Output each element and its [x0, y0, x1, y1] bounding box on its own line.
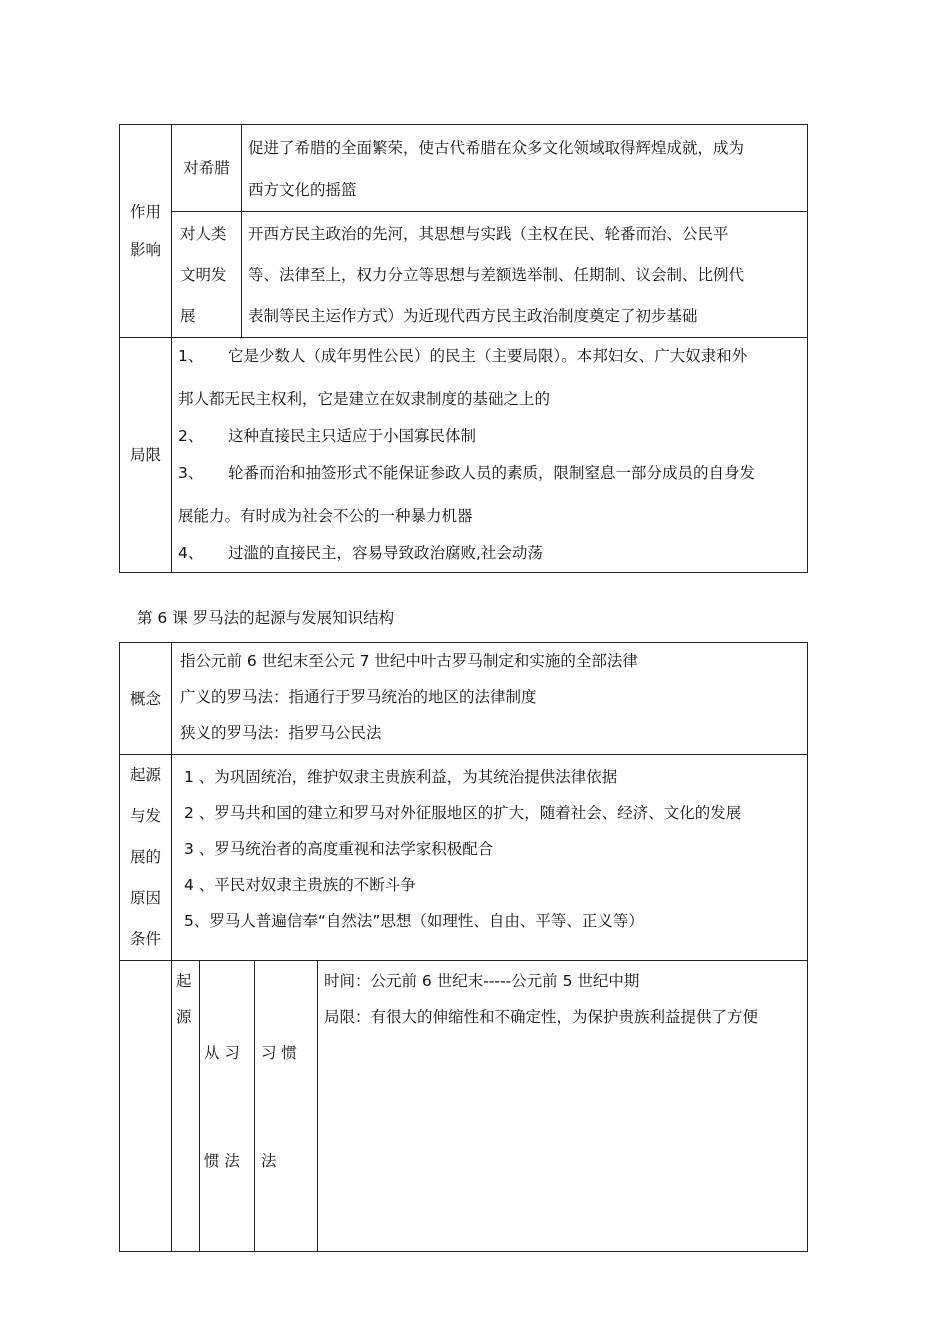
- qiyuan-2: 源: [176, 1008, 192, 1026]
- limit-text: [172, 338, 808, 573]
- origin-label-1: 起源: [129, 766, 161, 784]
- role-label: [120, 125, 172, 338]
- origin-label-2: 与发: [129, 807, 161, 825]
- origin-text: [172, 755, 808, 961]
- from-custom-2: 惯 法: [204, 1152, 240, 1170]
- origin-1: 1 、为巩固统治，维护奴隶主贵族利益，为其统治提供法律依据: [184, 768, 618, 786]
- civ-label-line3: 展: [180, 307, 196, 325]
- civ-label: [172, 212, 242, 338]
- qiyuan-label: [172, 961, 200, 1252]
- concept-3: 狭义的罗马法：指罗马公民法: [180, 724, 382, 742]
- origin-3: 3 、罗马统治者的高度重视和法学家积极配合: [184, 840, 494, 858]
- greece-label: 对希腊: [172, 125, 242, 212]
- athens-democracy-table: [119, 124, 808, 573]
- civ-label-line1: 对人类: [180, 225, 227, 243]
- role-label-line2: 影响: [129, 241, 161, 259]
- concept-1: 指公元前 6 世纪末至公元 7 世纪中叶古罗马制定和实施的全部法律: [180, 652, 638, 670]
- roman-law-table: [119, 642, 808, 1252]
- limit-1b: 邦人都无民主权利，它是建立在奴隶制度的基础之上的: [178, 390, 551, 408]
- civ-text-line1: 开西方民主政治的先河，其思想与实践（主权在民、轮番而治、公民平: [248, 225, 729, 243]
- origin-label: [120, 755, 172, 961]
- limit-3b: 展能力。有时成为社会不公的一种暴力机器: [178, 507, 473, 525]
- lesson-caption: 第 6 课 罗马法的起源与发展知识结构: [137, 609, 395, 627]
- role-label-line1: 作用: [129, 203, 161, 221]
- origin-5: 5、罗马人普遍信奉“自然法”思想（如理性、自由、平等、正义等）: [184, 912, 644, 930]
- greece-text-line2: 西方文化的摇篮: [248, 181, 357, 199]
- custom-law-2: 法: [261, 1152, 277, 1170]
- limit-label: 局限: [120, 338, 172, 573]
- greece-text-line1: 促进了希腊的全面繁荣，使古代希腊在众多文化领域取得辉煌成就，成为: [248, 139, 745, 157]
- limit-3a: 3、 轮番而治和抽签形式不能保证参政人员的素质，限制窒息一部分成员的自身发: [178, 464, 755, 482]
- limit-4: 4、 过滥的直接民主，容易导致政治腐败,社会动荡: [178, 544, 543, 562]
- concept-label: 概念: [120, 643, 172, 755]
- concept-text: [172, 643, 808, 755]
- origin-label-5: 条件: [129, 930, 161, 948]
- limit-1a: 1、 它是少数人（成年男性公民）的民主（主要局限）。本邦妇女、广大奴隶和外: [178, 347, 748, 365]
- limit-2: 2、 这种直接民主只适应于小国寡民体制: [178, 427, 476, 445]
- limitation-text: 局限：有很大的伸缩性和不确定性，为保护贵族利益提供了方便: [324, 1008, 759, 1026]
- civ-text-line2: 等、法律至上，权力分立等思想与差额选举制、任期制、议会制、比例代: [248, 266, 745, 284]
- greece-text: [242, 125, 808, 212]
- custom-law-text: [318, 961, 808, 1252]
- qiyuan-1: 起: [176, 972, 192, 990]
- custom-law-1: 习 惯: [261, 1044, 297, 1062]
- from-custom-label: [200, 961, 255, 1252]
- from-custom-1: 从 习: [204, 1044, 240, 1062]
- civ-text: [242, 212, 808, 338]
- origin-label-4: 原因: [129, 889, 161, 907]
- origin-2: 2 、罗马共和国的建立和罗马对外征服地区的扩大，随着社会、经济、文化的发展: [184, 804, 742, 822]
- civ-text-line3: 表制等民主运作方式）为近现代西方民主政治制度奠定了初步基础: [248, 307, 698, 325]
- concept-2: 广义的罗马法：指通行于罗马统治的地区的法律制度: [180, 688, 537, 706]
- civ-label-line2: 文明发: [180, 266, 227, 284]
- custom-law-label: [255, 961, 318, 1252]
- origin-4: 4 、平民对奴隶主贵族的不断斗争: [184, 876, 416, 894]
- origin-label-3: 展的: [129, 848, 161, 866]
- time-text: 时间：公元前 6 世纪末-----公元前 5 世纪中期: [324, 972, 640, 990]
- empty-cell: [120, 961, 172, 1252]
